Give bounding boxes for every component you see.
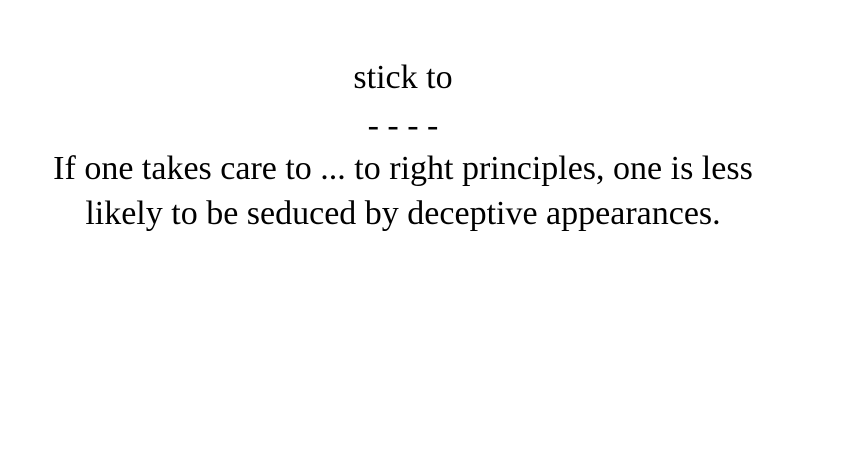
card-term: stick to (353, 59, 453, 96)
card-example-sentence: If one takes care to ... to right principles, one is less likely to be seduced by deceptive appearances. (53, 150, 753, 232)
card-separator: - - - - (367, 107, 439, 144)
